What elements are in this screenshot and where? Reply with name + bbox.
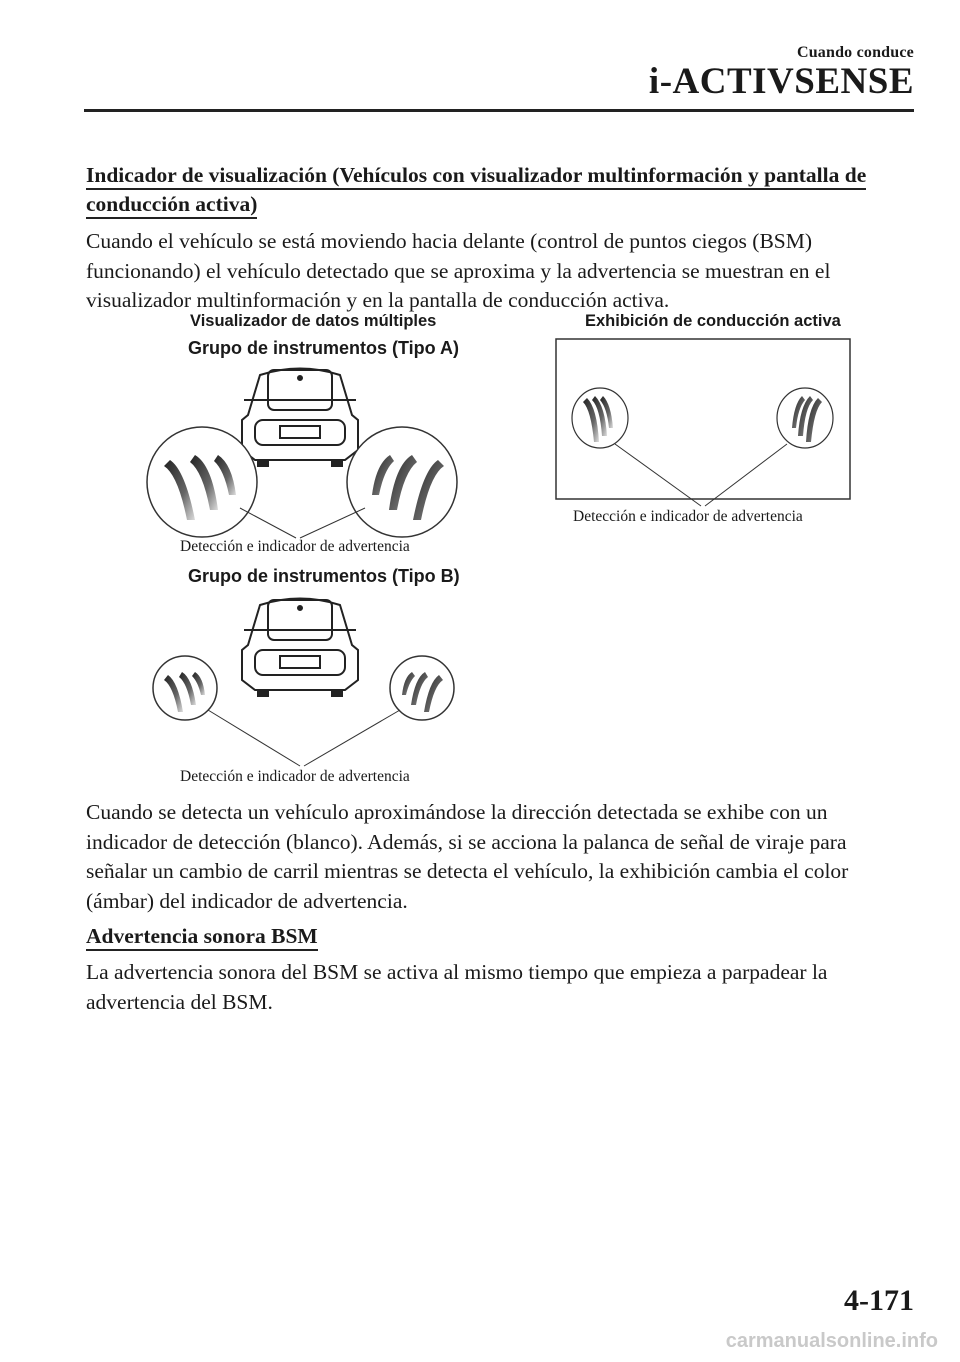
heading-audible-warning	[86, 922, 906, 951]
paragraph-detection: Cuando se detecta un vehículo aproximándose la dirección detectada se exhibe con un indicador de detección (blanco). Además, si se acciona la palanca de señal de viraje para señalar un cambio de carril mientras se detecta el vehículo, la exhibición cambia el color (ámbar) del indicador de advertencia.	[86, 800, 849, 913]
label-multi-display: Visualizador de datos múltiples	[190, 312, 437, 330]
heading-2-text: Advertencia sonora BSM	[86, 924, 318, 951]
left-warning-indicator-icon	[572, 388, 628, 448]
cluster-a-illustration	[140, 360, 470, 540]
heading-display-indicator	[86, 161, 906, 219]
paragraph-audible: La advertencia sonora del BSM se activa al mismo tiempo que empieza a parpadear la advertencia del BSM.	[86, 960, 828, 1014]
caption-active-display: Detección e indicador de advertencia	[573, 508, 803, 525]
left-warning-indicator-icon	[147, 427, 257, 537]
car-rear-icon	[242, 369, 358, 467]
page-number: 4-171	[844, 1284, 914, 1317]
caption-cluster-b: Detección e indicador de advertencia	[180, 768, 410, 785]
label-cluster-a: Grupo de instrumentos (Tipo A)	[188, 338, 459, 358]
active-display-illustration	[555, 338, 851, 508]
right-warning-indicator-icon	[777, 388, 833, 448]
left-warning-indicator-icon	[153, 656, 217, 720]
heading-line-2: conducción activa)	[86, 192, 257, 219]
label-active-display: Exhibición de conducción activa	[585, 312, 841, 330]
cluster-b-illustration	[150, 590, 460, 770]
section-title: i-ACTIVSENSE	[648, 61, 914, 102]
caption-cluster-a: Detección e indicador de advertencia	[180, 538, 410, 555]
chapter-title: Cuando conduce	[796, 44, 914, 61]
header-divider	[84, 109, 914, 112]
label-cluster-b: Grupo de instrumentos (Tipo B)	[188, 566, 460, 586]
watermark: carmanualsonline.info	[725, 1330, 938, 1352]
right-warning-indicator-icon	[347, 427, 457, 537]
heading-line-1: Indicador de visualización (Vehículos con visualizador multinformación y pantalla de	[86, 163, 866, 190]
paragraph-intro: Cuando el vehículo se está moviendo hacia delante (control de puntos ciegos (BSM) funcionando) el vehículo detectado que se aproxima y la advertencia se muestran en el visualizador multinformación y en la pantalla de conducción activa.	[86, 229, 831, 312]
car-rear-icon	[242, 599, 358, 697]
